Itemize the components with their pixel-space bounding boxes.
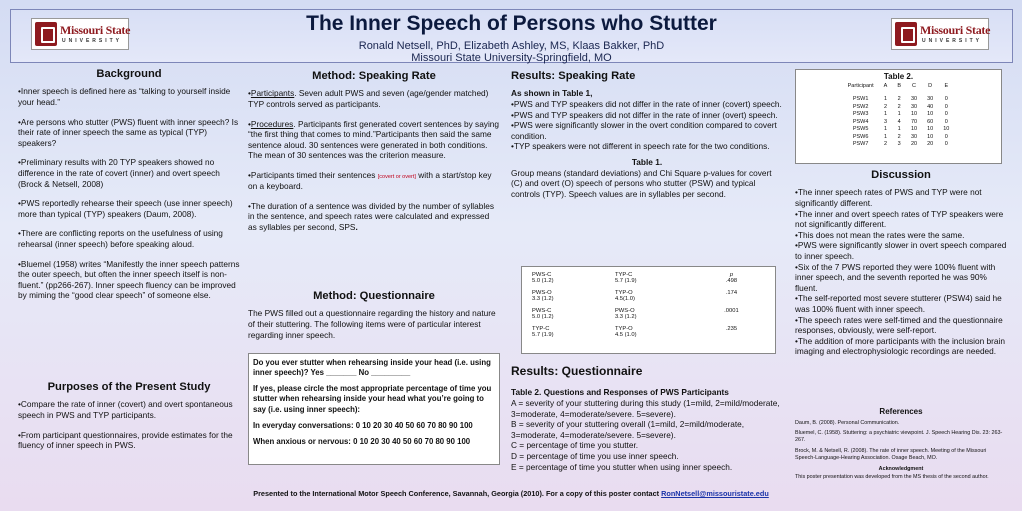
table2-row	[843, 126, 955, 133]
discussion-bullet-4: •PWS were significantly slower in overt speech compared to inner speech.	[795, 240, 1007, 261]
table1-cell	[696, 271, 767, 289]
table2-cell: 1	[883, 133, 887, 140]
table1-cell-value: 4.5(1.0)	[614, 296, 635, 302]
table2-header-cell: C	[912, 83, 917, 89]
table2-cell: 0	[944, 111, 948, 118]
method-procedures: •Procedures. Participants first generated covert sentences by saying “the first thing that comes to mind.”Participants then said the same sentence aloud. 30 sentences were generated in both conditions. The mean of 30 sentences was the criterion measure.	[248, 118, 500, 161]
participants-text: . Seven adult PWS and seven (age/gender matched) TYP controls served as participants.	[248, 88, 489, 109]
table1-row	[530, 271, 767, 289]
table2-header-cell: Participant	[847, 83, 874, 89]
table1-cell-label: PWS-C	[532, 272, 552, 278]
discussion-bullet-5: •Six of the 7 PWS reported they were 100% fluent with inner speech, and the seventh reported he was 90% fluent.	[795, 261, 996, 293]
table2-cell: 2	[897, 103, 901, 110]
references-section	[795, 407, 1007, 484]
table2-cell: 10	[927, 133, 934, 140]
table2-cell: 1	[897, 111, 901, 118]
questionnaire-item-4: When anxious or nervous: 0 10 20 30 40 50 60 70 80 90 100	[253, 436, 471, 446]
table2-header-cell: E	[944, 83, 949, 89]
timing-bracket-text: [covert or overt]	[377, 173, 416, 180]
table1-cell	[530, 289, 613, 307]
table2-cell: 2	[897, 133, 901, 140]
table1-cell-value: 5.7 (1.9)	[614, 278, 637, 284]
university-seal-icon	[895, 22, 917, 46]
discussion-bullet-8: •The addition of more participants with the inclusion brain imaging and electrophysiologic recordings are needed.	[795, 335, 1005, 357]
table2-cell: 1	[883, 126, 887, 133]
table2-cell: 10	[910, 126, 918, 133]
results-questionnaire-section	[511, 364, 783, 472]
duration-period: .	[355, 221, 358, 232]
table2-cell: 20	[910, 140, 918, 147]
table1-cell	[613, 307, 696, 325]
table2-header-cell: B	[897, 83, 901, 89]
table1-cell-value: 5.0 (1.2)	[532, 278, 554, 284]
purposes-section	[18, 380, 240, 460]
background-p4: •PWS reportedly rehearse their speech (use inner speech) more than typical (TYP) speakers (Daum, 2008).	[18, 198, 233, 219]
purposes-heading: Purposes of the Present Study	[47, 381, 211, 393]
table1-cell	[530, 325, 613, 343]
table1-cell-value: 5.0 (1.2)	[532, 314, 554, 320]
participants-label: Participants	[250, 88, 295, 99]
method-questionnaire-heading: Method: Questionnaire	[313, 290, 435, 302]
questionnaire-item-3: In everyday conversations: 0 10 20 30 40 50 60 70 80 90 100	[253, 420, 473, 430]
references-heading: References	[879, 407, 923, 416]
background-p1: •Inner speech is defined here as “talking to yourself inside your head.”	[18, 86, 231, 107]
table1-cell-label: p	[729, 272, 734, 278]
background-p2: •Are persons who stutter (PWS) fluent with inner speech? Is their rate of inner speech the same as typical (TYP) speakers?	[18, 116, 239, 148]
table1-cell	[696, 325, 767, 343]
acknowledgment-text: This poster presentation was developed from the MS thesis of the second author.	[795, 473, 989, 480]
reference-1: Daum, B. (2008). Personal Communication.	[795, 419, 900, 426]
legend-d: D = percentage of time you use inner speech.	[511, 451, 679, 462]
background-column	[18, 67, 240, 310]
table2-cell: PSW1	[852, 96, 869, 103]
table1-cell-label: TYP-O	[614, 326, 633, 332]
table1-cell-value: .174	[725, 290, 738, 296]
table2-cell: 10	[910, 111, 918, 118]
table1-cell-value: 5.7 (1.9)	[532, 332, 554, 338]
table1-cell-value: 3.3 (1.2)	[532, 296, 554, 302]
logo-name: Missouri State	[60, 23, 131, 37]
table1-cell	[696, 307, 767, 325]
acknowledgment-heading: Acknowledgment	[878, 466, 924, 473]
legend-e: E = percentage of time you stutter when using inner speech.	[511, 461, 733, 472]
background-p3: •Preliminary results with 20 TYP speakers showed no difference in the rate of covert (inner) and overt speech (Brock & Netsell, 2008)	[18, 157, 220, 189]
table2-cell: 3	[883, 118, 887, 125]
method-timing	[248, 170, 500, 192]
results-speaking-heading: Results: Speaking Rate	[511, 70, 636, 82]
table1-cell-value: 4.5 (1.0)	[614, 332, 637, 338]
table1-cell-value: 3.3 (1.2)	[614, 314, 637, 320]
questionnaire-item-1: Do you ever stutter when rehearsing inside your head (i.e. using inner speech)? Yes _______ No _________	[253, 358, 491, 378]
discussion-heading: Discussion	[871, 169, 931, 181]
table2-cell: 30	[910, 96, 918, 103]
table2-cell: PSW5	[852, 126, 869, 133]
poster-title: The Inner Speech of Persons who Stutter	[306, 12, 717, 35]
discussion-bullet-6: •The self-reported most severe stutterer (PSW4) said he was 100% fluent with inner speech.	[795, 293, 1002, 315]
table2-cell: 2	[883, 140, 887, 147]
table2-cell: 1	[897, 126, 901, 133]
method-speaking-section	[248, 69, 500, 241]
table2-cell: 1	[883, 111, 887, 118]
timing-text-c: with a start/stop key on a keyboard.	[248, 169, 492, 192]
table2-row	[843, 104, 955, 111]
table1-cell-value: .498	[725, 278, 738, 284]
table1-cell-value: .235	[725, 326, 738, 332]
table2-cell: 0	[944, 96, 948, 103]
table1-cell	[530, 307, 613, 325]
table2-title: Table 2.	[883, 72, 914, 81]
results-bullet-4: •TYP speakers were not different in speech rate for the two conditions.	[511, 141, 770, 152]
table2-row	[843, 141, 955, 148]
table2-cell: 4	[897, 118, 901, 125]
procedures-text: . Participants first generated covert sentences by saying “the first thing that comes to mind.”Participants then said the same sentence aloud. 30 sentences were generated in both conditions. The mean of 30 sentences was the criterion measure.	[248, 118, 500, 161]
method-speaking-heading: Method: Speaking Rate	[312, 70, 436, 82]
reference-3: Brock, M. & Netsell, R. (2008). The rate of inner speech. Meeting of the Missouri Speech-Language-Hearing Association. Osage Beach, MO.	[795, 447, 987, 461]
logo-sub: UNIVERSITY	[922, 38, 983, 44]
method-duration	[248, 201, 500, 233]
table1-cell	[530, 271, 613, 289]
table2-row	[843, 111, 955, 118]
table2-cell: 0	[944, 133, 948, 140]
table2-cell: 2	[897, 96, 901, 103]
logo-name: Missouri State	[920, 23, 991, 37]
table2-row	[843, 134, 955, 141]
table2-cell: 0	[944, 103, 948, 110]
footer-text: Presented to the International Motor Speech Conference, Savannah, Georgia (2010). For a copy of this poster contact	[253, 489, 662, 498]
results-questionnaire-heading: Results: Questionnaire	[511, 364, 643, 378]
purposes-p1: •Compare the rate of inner (covert) and overt spontaneous speech in PWS and TYP participants.	[18, 399, 233, 420]
university-logo-right	[891, 18, 989, 50]
table2-cell: 30	[910, 103, 918, 110]
table1-cell-label: TYP-C	[532, 326, 550, 332]
table1-cell-label: TYP-C	[614, 272, 633, 278]
table1-cell-value: .0001	[724, 308, 739, 314]
table1-row	[530, 325, 767, 343]
table2-cell: PSW7	[852, 140, 869, 147]
discussion-bullet-1: •The inner speech rates of PWS and TYP were not significantly different.	[795, 187, 982, 208]
table1-cell-label: PWS-O	[532, 290, 552, 296]
table1-cell-label: PWS-O	[614, 308, 635, 314]
discussion-section	[795, 168, 1007, 357]
table2-cell: 1	[883, 96, 887, 103]
purposes-p2: •From participant questionnaires, provide estimates for the fluency of inner speech in PWS.	[18, 429, 233, 451]
contact-email-link[interactable]: RonNetsell@missouristate.edu	[661, 489, 769, 498]
legend-a: A = severity of your stuttering during this study (1=mild, 2=mild/moderate, 3=moderate, 4=moderate/severe. 5=severe).	[511, 397, 780, 419]
background-heading: Background	[96, 68, 162, 80]
table1-cell	[613, 325, 696, 343]
table1-box	[521, 266, 776, 354]
table2	[843, 83, 955, 148]
legend-b: B = severity of your stuttering overall (1=mild, 2=mild/moderate, 3=moderate, 4=moderate/severe. 5=severe).	[511, 419, 745, 440]
table2-cell: 60	[927, 118, 934, 125]
table1-row	[530, 289, 767, 307]
table1-cell	[613, 289, 696, 307]
table1-row	[530, 307, 767, 325]
table2-header-cell: A	[883, 83, 888, 89]
discussion-bullet-2: •The inner and overt speech rates of TYP speakers were not significantly different.	[795, 208, 1004, 230]
table2-cell: 70	[910, 118, 918, 125]
table2-header-cell: D	[928, 83, 933, 89]
results-bullet-3: •PWS were significantly slower in the overt condition compared to covert condition.	[511, 120, 777, 141]
questionnaire-intro: The PWS filled out a questionnaire regarding the history and nature of their stuttering. The following items were of particular interest regarding inner speech.	[248, 308, 496, 340]
background-p6: •Bluemel (1958) writes “Manifestly the inner speech patterns the outer speech, but often the inner speech itself is non-fluent.” (pp266-267). Inner speech fluency can be improved by miming the “good clear speech” of someone else.	[18, 258, 240, 301]
table2-cell: 10	[927, 126, 934, 133]
duration-text: •The duration of a sentence was divided by the number of syllables in the sentence, and speech rates were calculated and expressed as syllables per second, SPS	[248, 200, 494, 232]
table1-cell-label: TYP-O	[614, 290, 633, 296]
background-p5: •There are conflicting reports on the usefulness of using rehearsal (inner speech) before speaking aloud.	[18, 228, 223, 250]
table2-cell: 3	[897, 140, 901, 147]
poster-footer	[0, 489, 1022, 498]
method-questionnaire-section	[248, 289, 500, 349]
table1	[530, 271, 767, 343]
timing-text-a: •Participants timed their sentences	[248, 169, 378, 180]
reference-2: Bluemel, C. (1958). Stuttering: a psychiatric viewpoint. J. Speech Hearing Dis. 23: 263-267.	[795, 430, 1003, 444]
table1-cell	[613, 271, 696, 289]
results-lead: As shown in Table 1,	[511, 88, 593, 99]
poster-header	[10, 9, 1013, 63]
discussion-bullet-7: •The speech rates were self-timed and the questionnaire responses, obviously, were self-report.	[795, 314, 1003, 336]
table2-cell: PSW2	[852, 103, 869, 110]
table2-cell: 30	[927, 96, 934, 103]
legend-c: C = percentage of time you stutter.	[511, 440, 639, 451]
questionnaire-item-2: If yes, please circle the most appropriate percentage of time you stutter when rehearsing inside your head what you’re going to say (i.e. using inner speech):	[253, 384, 492, 414]
results-speaking-section	[511, 69, 783, 199]
table2-row	[843, 119, 955, 126]
table2-cell: 40	[927, 103, 934, 110]
table2-cell: 2	[883, 103, 887, 110]
table2-cell: PSW6	[852, 133, 869, 140]
table2-cell: 10	[927, 111, 934, 118]
results-bullet-2: •PWS and TYP speakers did not differ in the rate of inner (overt) speech.	[511, 109, 778, 120]
procedures-label: Procedures	[250, 118, 294, 129]
table2-cell: 10	[943, 126, 950, 133]
table2-cell: 0	[944, 118, 948, 125]
table2-cell: PSW3	[852, 111, 869, 118]
table1-title: Table 1.	[631, 156, 663, 167]
table1-cell	[696, 289, 767, 307]
table2-row	[843, 96, 955, 103]
questionnaire-box	[248, 353, 500, 465]
table2-cell: 0	[944, 140, 948, 147]
discussion-bullet-3: •This does not mean the rates were the same.	[795, 229, 965, 240]
table2-caption-title: Table 2. Questions and Responses of PWS Participants	[511, 387, 729, 398]
table1-cell-label: PWS-C	[532, 308, 552, 314]
table2-cell: PSW4	[852, 118, 869, 125]
method-participants: •Participants. Seven adult PWS and seven (age/gender matched) TYP controls served as participants.	[248, 88, 489, 109]
table2-box	[795, 69, 1002, 164]
poster-authors: Ronald Netsell, PhD, Elizabeth Ashley, MS, Klaas Bakker, PhD	[358, 40, 665, 52]
results-bullet-1: •PWS and TYP speakers did not differ in the rate of inner (covert) speech.	[511, 98, 782, 109]
table2-cell: 30	[910, 133, 918, 140]
logo-sub: UNIVERSITY	[62, 38, 123, 44]
poster-affiliation: Missouri State University-Springfield, MO	[411, 52, 612, 64]
table1-caption: Group means (standard deviations) and Chi Square p-values for covert (C) and overt (O) speech of persons who stutter (PSW) and typical controls (TYP). Speech values are in syllables per second.	[511, 167, 772, 199]
table2-cell: 20	[927, 140, 934, 147]
